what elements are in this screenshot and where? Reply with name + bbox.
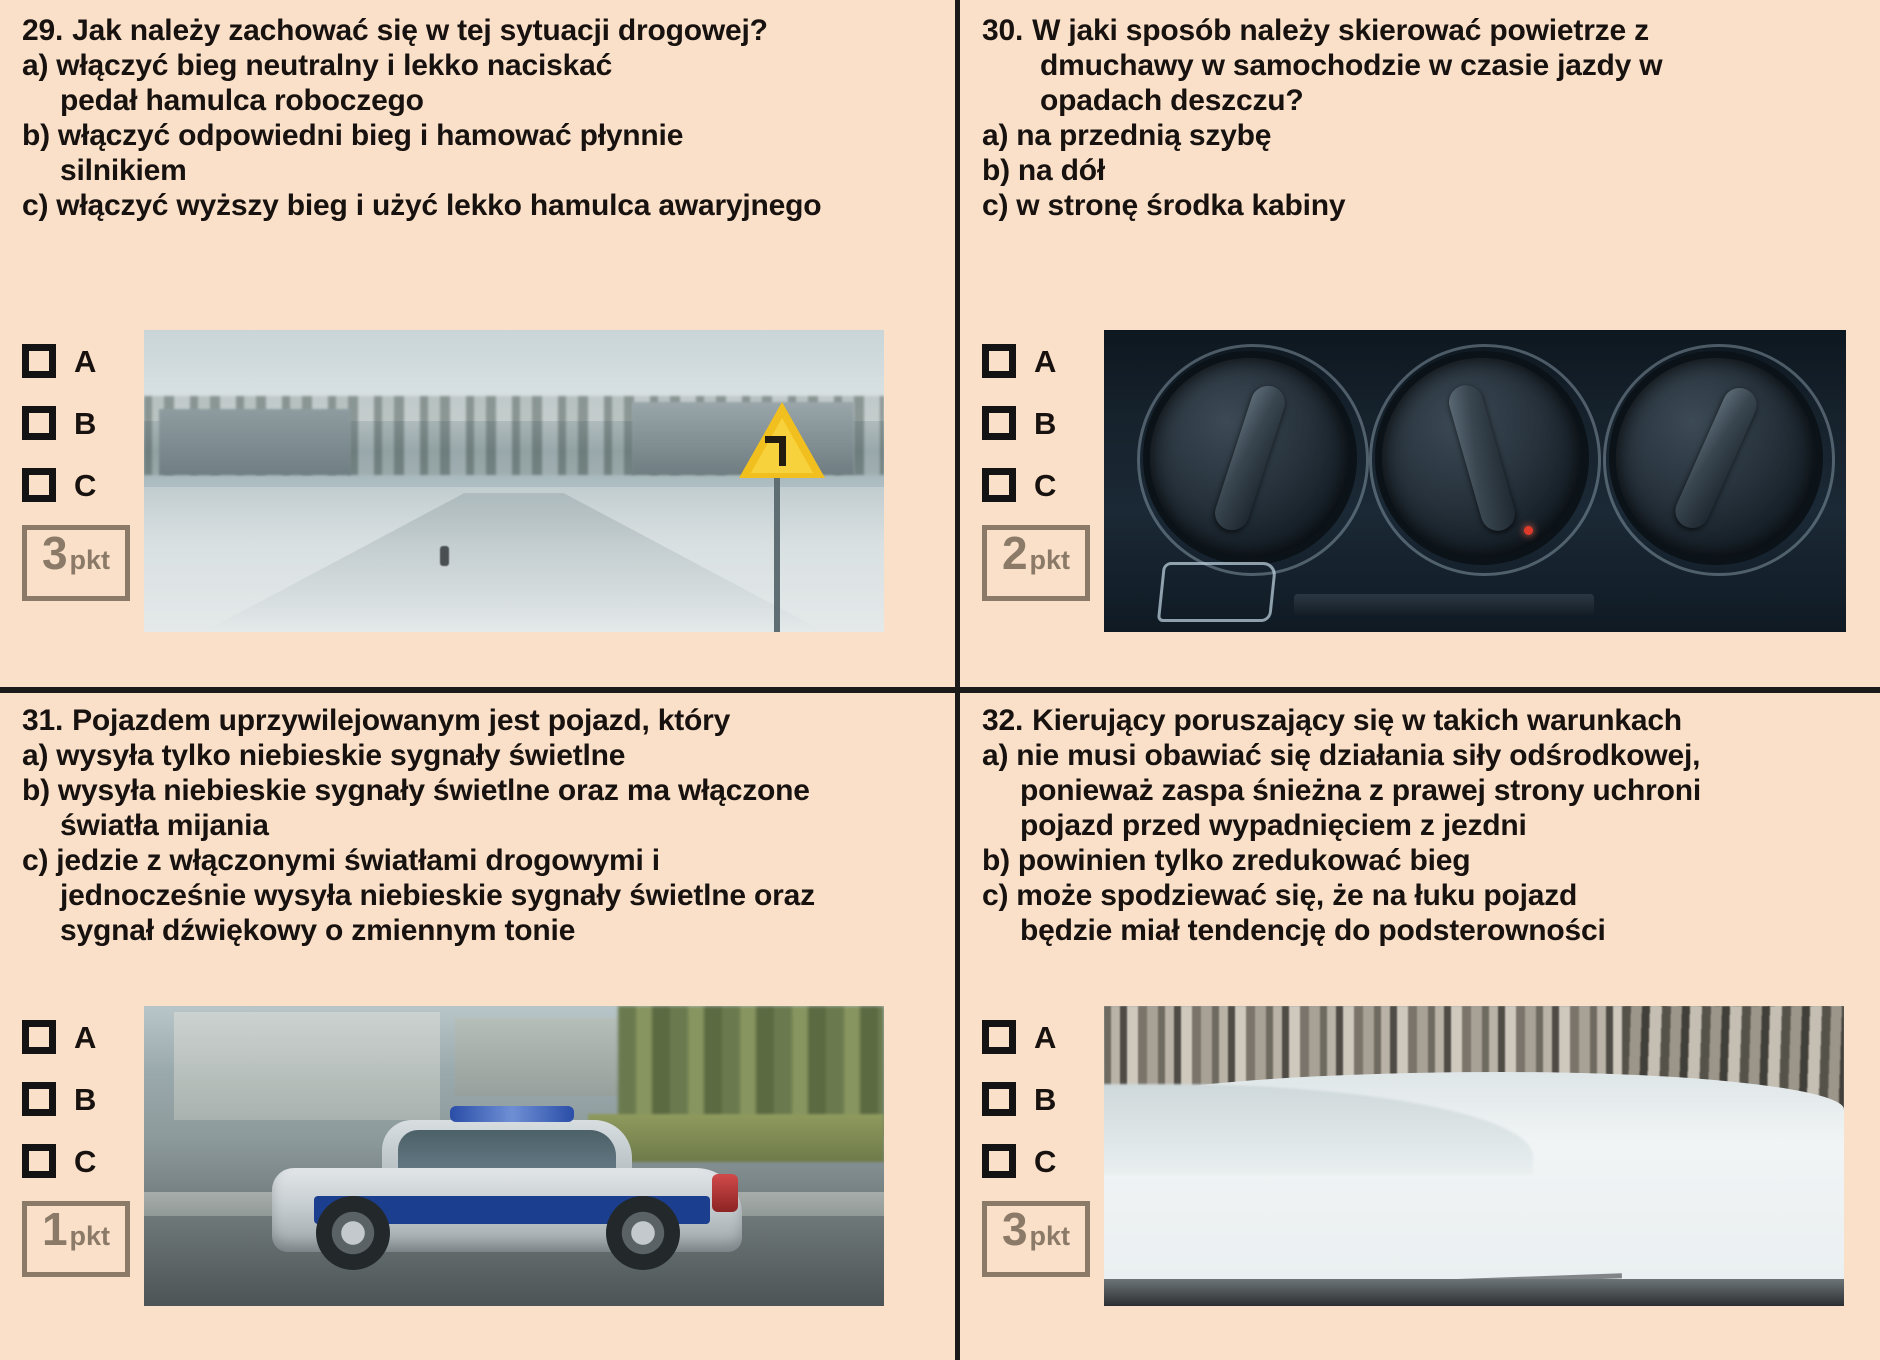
checkbox-row-c[interactable]: [982, 454, 1104, 516]
police-car: [272, 1120, 742, 1270]
checkbox-label-b: B: [74, 405, 97, 441]
checkbox-c[interactable]: [982, 468, 1016, 502]
points-badge-30: [982, 525, 1090, 601]
dial-knob: [1445, 381, 1519, 535]
points-value: 2: [1001, 527, 1028, 579]
option-text: wysyła niebieskie sygnały świetlne oraz ma włączone: [57, 773, 810, 807]
option-a-32: [982, 739, 1862, 774]
building-left: [159, 409, 351, 475]
recirculation-icon: [1157, 562, 1277, 622]
question-image-31: [144, 1006, 884, 1306]
answer-zone-29: [22, 330, 884, 632]
answer-zone-30: [982, 330, 1846, 632]
checkbox-label-b: B: [74, 1081, 97, 1117]
taillight: [712, 1174, 738, 1212]
points-unit: pkt: [1029, 1221, 1071, 1251]
points-unit: pkt: [1029, 545, 1071, 575]
question-title-line: [982, 704, 1862, 739]
question-image-32: [1104, 1006, 1844, 1306]
points-unit: pkt: [69, 1221, 111, 1251]
option-text: włączyć odpowiedni bieg i hamować płynnie: [57, 118, 684, 152]
option-text: w stronę środka kabiny: [1016, 188, 1346, 222]
option-text: nie musi obawiać się działania siły odśrodkowej,: [1016, 738, 1701, 772]
checkbox-row-b[interactable]: [982, 392, 1104, 454]
checkbox-label-a: A: [74, 343, 97, 379]
checkbox-a[interactable]: [982, 1020, 1016, 1054]
question-number: 30.: [982, 14, 1024, 47]
option-letter: b): [22, 118, 50, 152]
question-cell-30: [956, 0, 1880, 690]
dial-knob: [1670, 383, 1762, 534]
points-value: 1: [41, 1203, 68, 1255]
checkbox-label-c: C: [1034, 1143, 1057, 1179]
sign-glyph-stem: [779, 436, 786, 466]
checkbox-row-c[interactable]: [22, 454, 144, 516]
option-letter: b): [22, 773, 50, 807]
front-wheel: [316, 1196, 390, 1270]
question-text-30: [982, 14, 1862, 224]
points-value: 3: [41, 527, 68, 579]
checkbox-column-30: [982, 330, 1104, 601]
checkbox-b[interactable]: [982, 406, 1016, 440]
warning-sign-icon: [739, 402, 825, 482]
checkbox-row-a[interactable]: [982, 1006, 1104, 1068]
question-number: 32.: [982, 704, 1024, 737]
option-b-31: [22, 774, 938, 809]
rear-wheel: [606, 1196, 680, 1270]
question-text-29: [22, 14, 938, 224]
points-badge-32: [982, 1201, 1090, 1277]
option-c-30: [982, 189, 1862, 224]
question-title: W jaki sposób należy skierować powietrze z: [1032, 14, 1649, 47]
option-text: może spodziewać się, że na łuku pojazd: [1016, 878, 1578, 912]
points-badge-29: [22, 525, 130, 601]
option-b-32: [982, 844, 1862, 879]
sign-pole: [774, 463, 780, 632]
checkbox-column-32: [982, 1006, 1104, 1277]
checkbox-label-c: C: [74, 1143, 97, 1179]
checkbox-row-b[interactable]: [22, 392, 144, 454]
question-cell-31: [0, 690, 956, 1360]
background-building-2: [455, 1018, 618, 1096]
option-text-cont: będzie miał tendencję do podsterowności: [1020, 913, 1606, 947]
question-title: Jak należy zachować się w tej sytuacji drogowej?: [72, 14, 768, 47]
option-text-cont: światła mijania: [60, 808, 269, 842]
dial-knob: [1211, 381, 1290, 534]
points-value: 3: [1001, 1203, 1028, 1255]
question-title-line: [982, 14, 1862, 49]
checkbox-row-b[interactable]: [982, 1068, 1104, 1130]
option-a-29: [22, 49, 938, 84]
points-badge-31: [22, 1201, 130, 1277]
answer-zone-31: [22, 1006, 884, 1306]
temperature-indicator-dot: [1524, 526, 1533, 535]
checkbox-row-b[interactable]: [22, 1068, 144, 1130]
option-text: wysyła tylko niebieskie sygnały świetlne: [56, 738, 626, 772]
question-number: 31.: [22, 704, 64, 737]
option-text: włączyć wyższy bieg i użyć lekko hamulca awaryjnego: [56, 188, 822, 222]
option-text: jedzie z włączonymi światłami drogowymi i: [56, 843, 660, 877]
option-letter: c): [22, 843, 49, 877]
option-letter: a): [982, 118, 1009, 152]
checkbox-row-c[interactable]: [982, 1130, 1104, 1192]
checkbox-label-a: A: [74, 1019, 97, 1055]
checkbox-label-a: A: [1034, 1019, 1057, 1055]
option-c-29: [22, 189, 938, 224]
option-letter: c): [22, 188, 49, 222]
checkbox-b[interactable]: [22, 1082, 56, 1116]
option-c-32: [982, 879, 1862, 914]
hvac-dial-3: [1616, 358, 1816, 558]
option-letter: c): [982, 188, 1009, 222]
checkbox-column-31: [22, 1006, 144, 1277]
checkbox-label-c: C: [1034, 467, 1057, 503]
option-text-cont: silnikiem: [60, 153, 187, 187]
option-text-cont: jednocześnie wysyła niebieskie sygnały świetlne oraz: [60, 878, 815, 912]
option-text-cont: pedał hamulca roboczego: [60, 83, 424, 117]
pedestrian: [440, 546, 449, 566]
checkbox-row-a[interactable]: [982, 330, 1104, 392]
question-number: 29.: [22, 14, 64, 47]
hvac-dial-1: [1150, 358, 1350, 558]
option-text: na dół: [1017, 153, 1106, 187]
checkbox-a[interactable]: [22, 344, 56, 378]
question-text-31: [22, 704, 938, 949]
answer-zone-32: [982, 1006, 1844, 1306]
option-letter: c): [982, 878, 1009, 912]
background-building: [174, 1012, 440, 1120]
option-letter: b): [982, 843, 1010, 877]
question-title: Kierujący poruszający się w takich warunkach: [1032, 704, 1682, 737]
checkbox-label-c: C: [74, 467, 97, 503]
checkbox-row-c[interactable]: [22, 1130, 144, 1192]
option-text-cont: sygnał dźwiękowy o zmiennym tonie: [60, 913, 576, 947]
checkbox-label-b: B: [1034, 405, 1057, 441]
question-cell-32: [956, 690, 1880, 1360]
checkbox-c[interactable]: [22, 468, 56, 502]
option-letter: a): [982, 738, 1009, 772]
horizontal-divider: [0, 687, 1880, 693]
checkbox-b[interactable]: [22, 406, 56, 440]
option-text-cont: ponieważ zaspa śnieżna z prawej strony uchroni: [1020, 773, 1701, 807]
checkbox-label-b: B: [1034, 1081, 1057, 1117]
question-title-cont: dmuchawy w samochodzie w czasie jazdy w: [1040, 48, 1663, 82]
option-a-30: [982, 119, 1862, 154]
checkbox-c[interactable]: [22, 1144, 56, 1178]
checkbox-row-a[interactable]: [22, 330, 144, 392]
checkbox-column-29: [22, 330, 144, 601]
police-lightbar: [450, 1106, 574, 1122]
option-a-31: [22, 739, 938, 774]
points-unit: pkt: [69, 545, 111, 575]
checkbox-label-a: A: [1034, 343, 1057, 379]
option-b-30: [982, 154, 1862, 189]
option-c-31: [22, 844, 938, 879]
question-image-29: [144, 330, 884, 632]
option-text: na przednią szybę: [1016, 118, 1272, 152]
question-title-line: [22, 14, 938, 49]
checkbox-c[interactable]: [982, 1144, 1016, 1178]
option-b-29: [22, 119, 938, 154]
question-title: Pojazdem uprzywilejowanym jest pojazd, który: [72, 704, 731, 737]
checkbox-row-a[interactable]: [22, 1006, 144, 1068]
checkbox-b[interactable]: [982, 1082, 1016, 1116]
option-text-cont: pojazd przed wypadnięciem z jezdni: [1020, 808, 1527, 842]
option-letter: a): [22, 738, 49, 772]
vertical-divider: [955, 0, 960, 1360]
question-title-line: [22, 704, 938, 739]
question-title-cont: opadach deszczu?: [1040, 83, 1304, 117]
checkbox-a[interactable]: [22, 1020, 56, 1054]
dashboard-vent-bar: [1294, 594, 1594, 616]
checkbox-a[interactable]: [982, 344, 1016, 378]
option-letter: b): [982, 153, 1010, 187]
question-cell-29: [0, 0, 956, 690]
hvac-dial-2: [1382, 358, 1582, 558]
option-text: powinien tylko zredukować bieg: [1017, 843, 1471, 877]
car-hood: [1104, 1279, 1844, 1306]
option-text: włączyć bieg neutralny i lekko naciskać: [56, 48, 613, 82]
question-text-32: [982, 704, 1862, 949]
question-image-30: [1104, 330, 1846, 632]
option-letter: a): [22, 48, 49, 82]
